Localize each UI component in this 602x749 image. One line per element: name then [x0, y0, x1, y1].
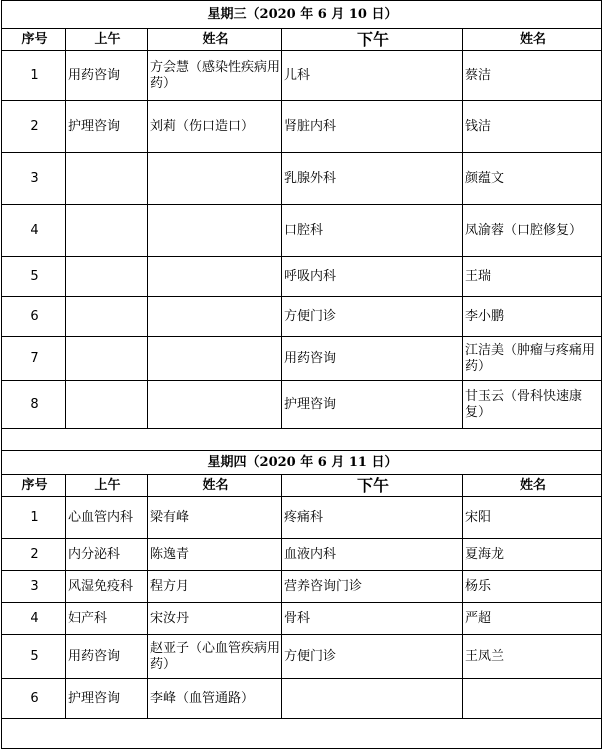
afternoon-department: 用药咨询	[282, 337, 463, 381]
afternoon-doctor: 李小鹏	[463, 297, 602, 337]
morning-doctor: 梁有峰	[148, 497, 282, 539]
wednesday-title: 星期三（2020 年 6 月 10 日）	[2, 1, 602, 29]
afternoon-department: 骨科	[282, 603, 463, 635]
morning-department: 用药咨询	[66, 635, 148, 679]
wednesday-header-name-afternoon: 姓名	[463, 29, 602, 51]
wednesday-header-morning: 上午	[66, 29, 148, 51]
row-number: 1	[2, 51, 66, 101]
table-row	[2, 101, 602, 153]
table-row	[2, 337, 602, 381]
section-spacer	[2, 429, 602, 451]
morning-doctor: 赵亚子（心血管疾病用药）	[148, 635, 282, 679]
afternoon-doctor: 甘玉云（骨科快速康复）	[463, 381, 602, 429]
wednesday-header-afternoon: 下午	[282, 29, 463, 51]
table-row	[2, 297, 602, 337]
morning-doctor	[148, 153, 282, 205]
afternoon-doctor: 宋阳	[463, 497, 602, 539]
morning-department: 妇产科	[66, 603, 148, 635]
morning-department: 风湿免疫科	[66, 571, 148, 603]
morning-department: 内分泌科	[66, 539, 148, 571]
wednesday-header-row	[2, 29, 602, 51]
morning-department: 护理咨询	[66, 101, 148, 153]
afternoon-doctor: 颜蕴文	[463, 153, 602, 205]
afternoon-doctor: 蔡洁	[463, 51, 602, 101]
wednesday-header-name-morning: 姓名	[148, 29, 282, 51]
afternoon-doctor: 杨乐	[463, 571, 602, 603]
morning-doctor: 宋汝丹	[148, 603, 282, 635]
row-number: 2	[2, 539, 66, 571]
morning-doctor	[148, 205, 282, 257]
morning-department	[66, 257, 148, 297]
row-number: 5	[2, 257, 66, 297]
afternoon-department: 肾脏内科	[282, 101, 463, 153]
row-number: 3	[2, 153, 66, 205]
bottom-spacer-row	[2, 719, 602, 749]
schedule-table	[1, 0, 602, 749]
morning-department: 心血管内科	[66, 497, 148, 539]
afternoon-department: 口腔科	[282, 205, 463, 257]
row-number: 6	[2, 679, 66, 719]
row-number: 4	[2, 205, 66, 257]
row-number: 6	[2, 297, 66, 337]
afternoon-doctor: 夏海龙	[463, 539, 602, 571]
afternoon-doctor: 严超	[463, 603, 602, 635]
row-number: 7	[2, 337, 66, 381]
table-row	[2, 603, 602, 635]
thursday-title: 星期四（2020 年 6 月 11 日）	[2, 451, 602, 475]
afternoon-department: 方便门诊	[282, 297, 463, 337]
thursday-header-number: 序号	[2, 475, 66, 497]
row-number: 4	[2, 603, 66, 635]
morning-department	[66, 153, 148, 205]
morning-doctor: 刘莉（伤口造口）	[148, 101, 282, 153]
row-number: 2	[2, 101, 66, 153]
morning-department	[66, 337, 148, 381]
morning-doctor: 方会慧（感染性疾病用药）	[148, 51, 282, 101]
table-row	[2, 679, 602, 719]
thursday-header-row	[2, 475, 602, 497]
thursday-header-afternoon: 下午	[282, 475, 463, 497]
afternoon-department: 乳腺外科	[282, 153, 463, 205]
afternoon-doctor: 钱洁	[463, 101, 602, 153]
morning-doctor	[148, 337, 282, 381]
table-row	[2, 635, 602, 679]
afternoon-doctor: 王瑞	[463, 257, 602, 297]
morning-doctor	[148, 297, 282, 337]
morning-doctor	[148, 381, 282, 429]
morning-department: 用药咨询	[66, 51, 148, 101]
afternoon-department: 方便门诊	[282, 635, 463, 679]
morning-department: 护理咨询	[66, 679, 148, 719]
thursday-header-name-morning: 姓名	[148, 475, 282, 497]
morning-doctor	[148, 257, 282, 297]
row-number: 5	[2, 635, 66, 679]
afternoon-department: 血液内科	[282, 539, 463, 571]
afternoon-department: 护理咨询	[282, 381, 463, 429]
afternoon-doctor: 凤渝蓉（口腔修复）	[463, 205, 602, 257]
morning-doctor: 李峰（血管通路）	[148, 679, 282, 719]
table-row	[2, 571, 602, 603]
thursday-title-row	[2, 451, 602, 475]
schedule-body	[2, 1, 602, 749]
row-number: 8	[2, 381, 66, 429]
afternoon-department: 儿科	[282, 51, 463, 101]
afternoon-doctor	[463, 679, 602, 719]
afternoon-department	[282, 679, 463, 719]
table-row	[2, 205, 602, 257]
wednesday-header-number: 序号	[2, 29, 66, 51]
afternoon-department: 呼吸内科	[282, 257, 463, 297]
thursday-header-name-afternoon: 姓名	[463, 475, 602, 497]
bottom-spacer	[2, 719, 602, 749]
section-spacer-row	[2, 429, 602, 451]
row-number: 3	[2, 571, 66, 603]
table-row	[2, 497, 602, 539]
morning-department	[66, 381, 148, 429]
row-number: 1	[2, 497, 66, 539]
table-row	[2, 153, 602, 205]
wednesday-title-row	[2, 1, 602, 29]
morning-department	[66, 297, 148, 337]
table-row	[2, 539, 602, 571]
thursday-header-morning: 上午	[66, 475, 148, 497]
table-row	[2, 257, 602, 297]
morning-department	[66, 205, 148, 257]
afternoon-doctor: 江洁美（肿瘤与疼痛用药）	[463, 337, 602, 381]
afternoon-doctor: 王凤兰	[463, 635, 602, 679]
morning-doctor: 陈逸青	[148, 539, 282, 571]
afternoon-department: 疼痛科	[282, 497, 463, 539]
table-row	[2, 381, 602, 429]
morning-doctor: 程方月	[148, 571, 282, 603]
afternoon-department: 营养咨询门诊	[282, 571, 463, 603]
table-row	[2, 51, 602, 101]
